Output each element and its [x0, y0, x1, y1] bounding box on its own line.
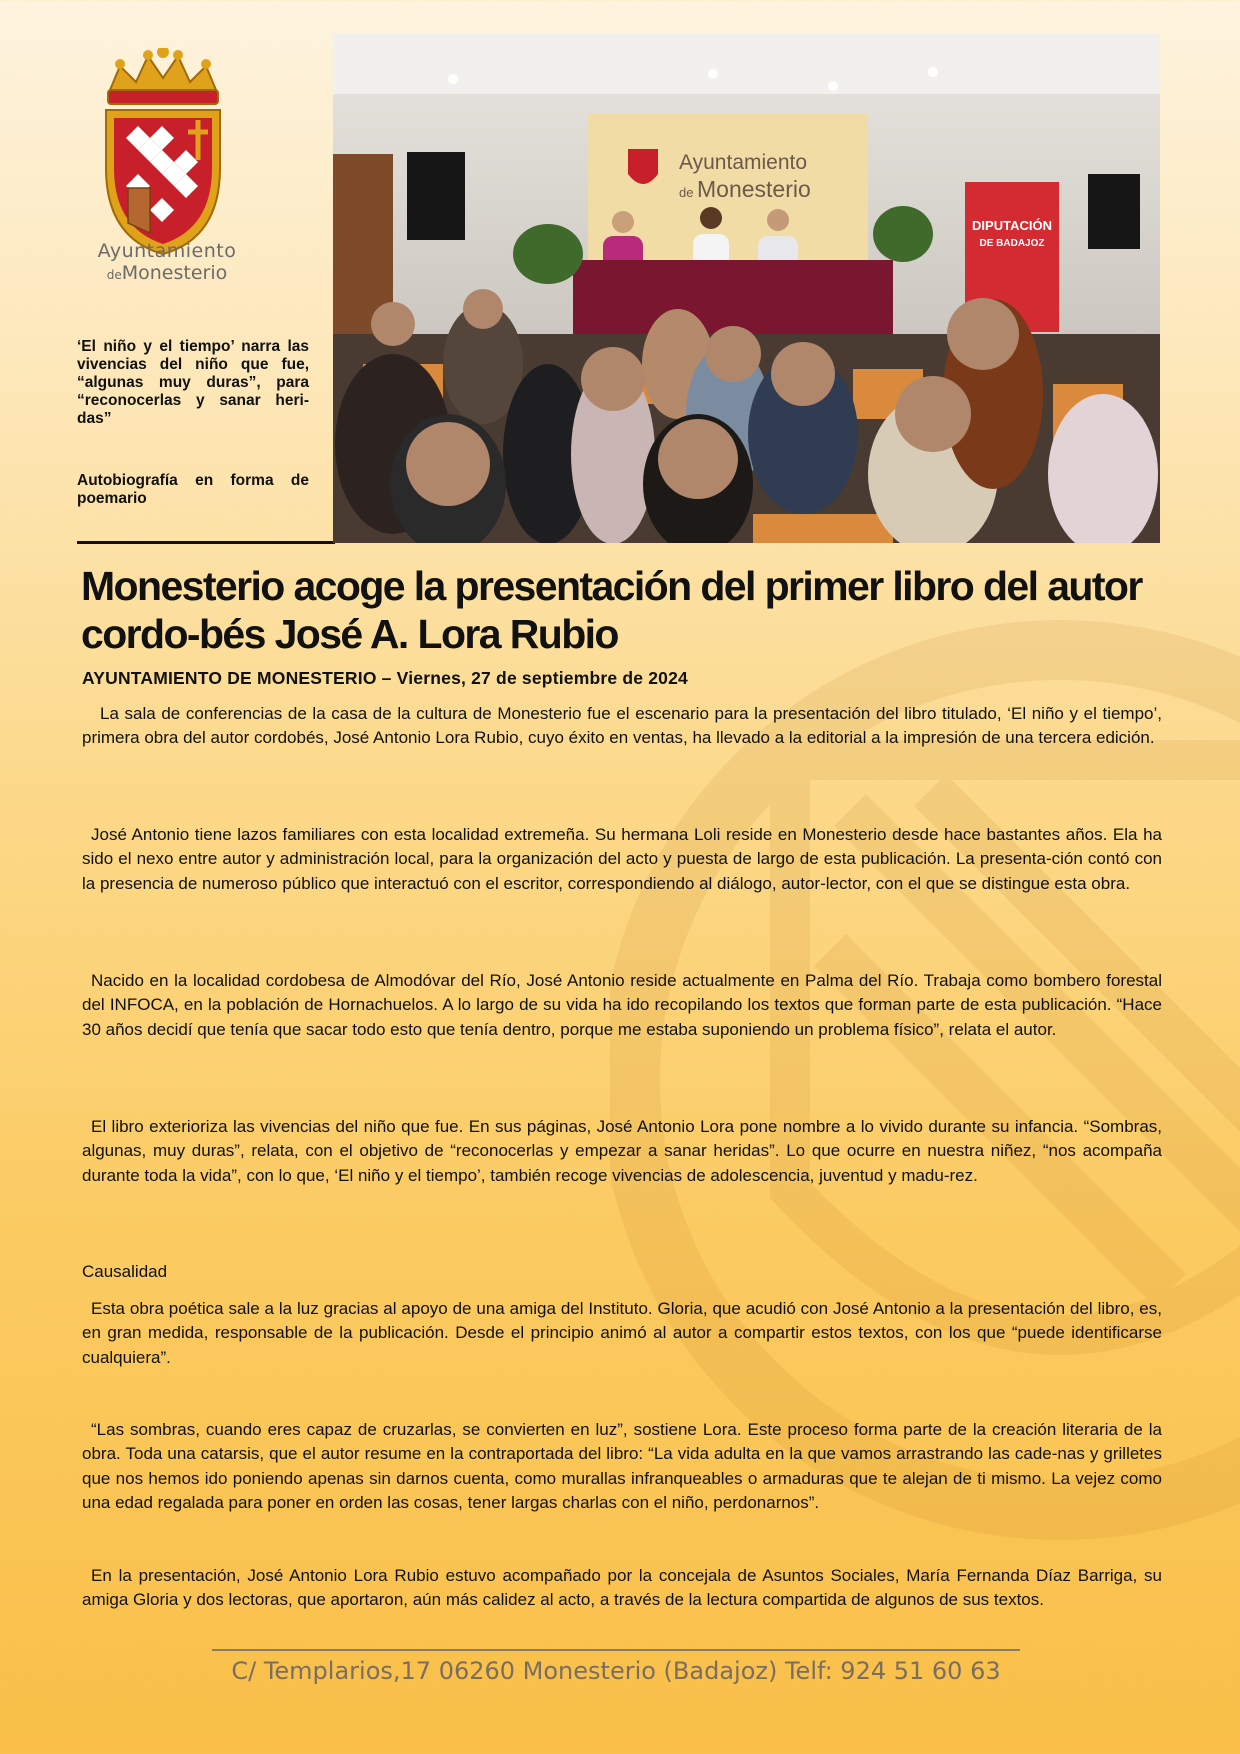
logo-text-ayuntamiento: Ayuntamiento [97, 240, 237, 262]
sidenote-summary: ‘El niño y el tiempo’ narra las vivencias del niño que fue, “algunas muy duras”, para “reconocerlas y sanar heri-das” [77, 338, 309, 427]
article-paragraph: Nacido en la localidad cordobesa de Almodóvar del Río, José Antonio reside actualmente en Palma del Río. Trabaja como bombero forestal del INFOCA, en la población de Hornachuelos. A lo largo de su vida ha ido recopilando los textos que forman parte de esta publicación. “Hace 30 años decidí que tenía que sacar todo esto que tenía dentro, porque me estaba suponiendo un problema físico”, relata el autor. [82, 971, 1162, 1039]
article-headline: Monesterio acoge la presentación del primer libro del autor cordo-bés José A. Lora Rubio [81, 563, 1142, 657]
article-paragraph: Esta obra poética sale a la luz gracias al apoyo de una amiga del Instituto. Gloria, que acudió con José Antonio a la presentación del libro, es, en gran medida, responsable de la publicación. Desde el principio animó al autor a compartir estos textos, con los que “puede identificarse cualquiera”. [82, 1299, 1162, 1367]
photo-side-banner-line1: DIPUTACIÓN [972, 218, 1052, 233]
logo-text-de: de [106, 268, 122, 282]
photo-banner-line1: Ayuntamiento [679, 151, 808, 174]
logo-text-monesterio [92, 262, 242, 284]
article-paragraph: “Las sombras, cuando eres capaz de cruzarlas, se convierten en luz”, sostiene Lora. Este proceso forma parte de la creación literaria de la obra. Toda una catarsis, que el autor resume en la contraportada del libro: “La vida adulta en la que vamos arrastrando las cade-nas y grilletes que nos hemos ido poniendo apenas sin darnos cuenta, como murallas infranqueables o armaduras que te alejan de ti mismo. La vejez como una edad regalada para poner en orden las cosas, tener largas charlas con el niño, perdonarnos”. [82, 1420, 1162, 1513]
logo-text-town: Monesterio [121, 262, 228, 284]
photo-banner-line2-de: de [679, 185, 694, 200]
divider-rule [77, 541, 335, 544]
article-paragraph: El libro exterioriza las vivencias del niño que fue. En sus páginas, José Antonio Lora pone nombre a lo vivido durante su infancia. “Sombras, algunas, muy duras”, relata, con el objetivo de “reconocerlas y empezar a sanar heridas”. Lo que ocurre en nuestra niñez, “nos acompaña durante toda la vida”, con lo que, ‘El niño y el tiempo’, también recoge vivencias de adolescencia, juventud y madu-rez. [82, 1117, 1162, 1185]
footer-rule [212, 1649, 1020, 1651]
photo-side-banner-line2: DE BADAJOZ [979, 238, 1045, 249]
event-photo-illustration [333, 34, 1160, 543]
photo-banner-line2: Monesterio [697, 176, 811, 202]
footer-address: C/ Templarios,17 06260 Monesterio (Badajoz) Telf: 924 51 60 63 [231, 1657, 1001, 1685]
event-photo [333, 34, 1160, 543]
article-subheading: Causalidad [82, 1262, 168, 1281]
article-byline: AYUNTAMIENTO DE MONESTERIO – Viernes, 27 de septiembre de 2024 [82, 668, 688, 688]
article-paragraph: La sala de conferencias de la casa de la cultura de Monesterio fue el escenario para la presentación del libro titulado, ‘El niño y el tiempo’, primera obra del autor cordobés, José Antonio Lora Rubio, cuyo éxito en ventas, ha llevado a la editorial a la impresión de una tercera edición. [82, 704, 1162, 748]
sidenote-genre: Autobiografía en forma de poemario [77, 472, 309, 507]
article-paragraph: En la presentación, José Antonio Lora Rubio estuvo acompañado por la concejala de Asuntos Sociales, María Fernanda Díaz Barriga, su amiga Gloria y dos lectoras, que aportaron, aún más calidez al acto, a través de la lectura compartida de algunos de sus textos. [82, 1566, 1162, 1610]
article-paragraph: José Antonio tiene lazos familiares con esta localidad extremeña. Su hermana Loli reside en Monesterio desde hace bastantes años. Ela ha sido el nexo entre autor y administración local, para la organización del acto y puesta de largo de esta publicación. La presenta-ción contó con la presencia de numeroso público que interactuó con el escritor, correspondiendo al diálogo, autor-lector, con el que se distingue esta obra. [82, 825, 1162, 893]
